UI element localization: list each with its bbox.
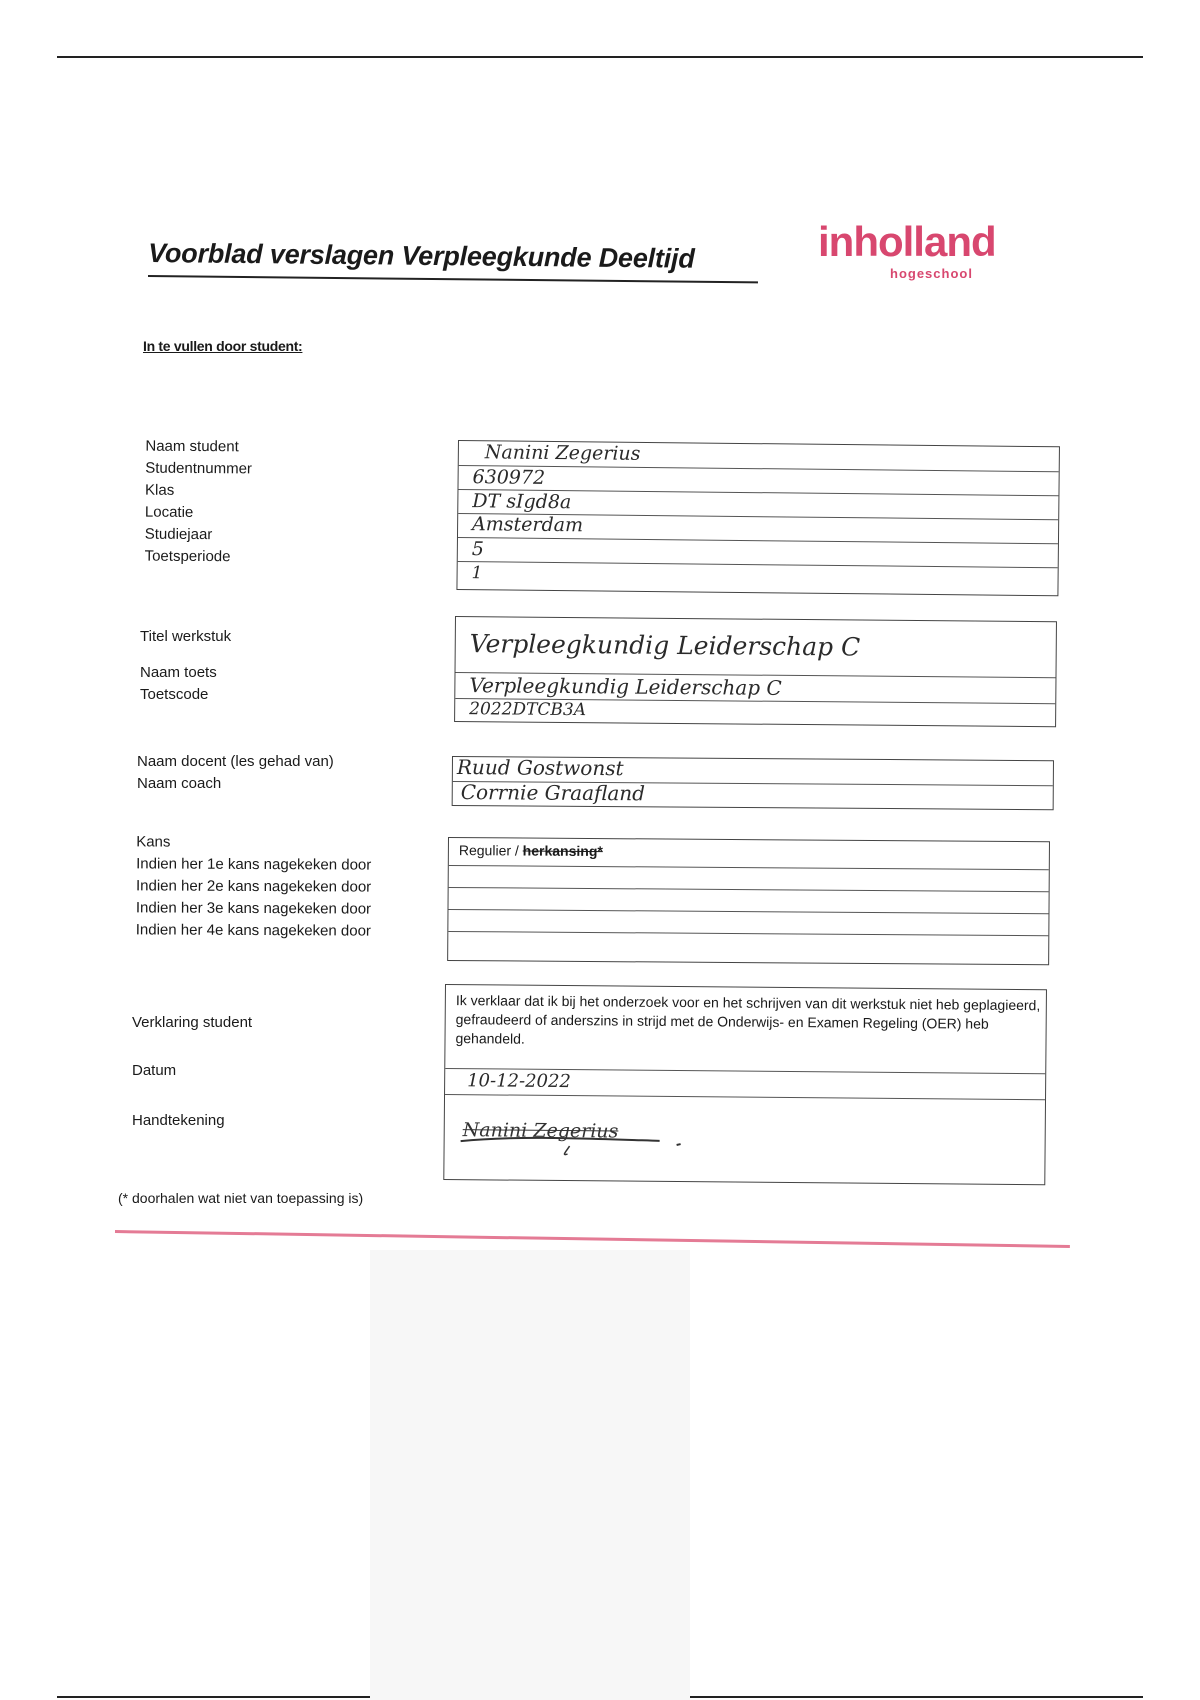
row-titel-werkstuk [456, 617, 1056, 678]
logo-wordmark: inholland [818, 218, 996, 265]
value-locatie: Amsterdam [472, 513, 584, 537]
row-handtekening [444, 1095, 1045, 1184]
label-kans-3: Indien her 3e kans nagekeken door [135, 899, 372, 918]
teacher-box [452, 756, 1054, 810]
value-naam-docent: Ruud Gostwonst [456, 755, 624, 781]
logo-subtext: hogeschool [890, 266, 973, 281]
kans-box [447, 837, 1050, 965]
inholland-logo [818, 218, 1038, 288]
work-labels [140, 626, 231, 706]
label-toetsperiode: Toetsperiode [144, 547, 231, 566]
pink-divider [115, 1230, 1070, 1248]
label-kans-1: Indien her 1e kans nagekeken door [136, 855, 372, 874]
label-naam-student: Naam student [145, 437, 239, 456]
value-kans [459, 842, 603, 859]
value-titel-werkstuk: Verpleegkundig Leiderschap C [469, 629, 861, 662]
student-labels [145, 436, 253, 569]
value-studiejaar: 5 [471, 538, 485, 561]
row-toetsperiode [457, 562, 1057, 592]
declaration-labels [132, 1012, 252, 1132]
declaration-box [443, 984, 1047, 1185]
row-verklaring [445, 985, 1046, 1074]
row-toetscode [455, 699, 1055, 726]
row-kans-4 [448, 932, 1048, 958]
declaration-statement: Ik verklaar dat ik bij het onderzoek voor en het schrijven van dit werkstuk niet heb geplagieerd, gefraudeerd of anderszins in strijd met de Onderwijs- en Examen Regeling (OER) heb gehandeld. [455, 992, 1041, 1047]
kans-labels [136, 831, 372, 942]
label-kans-2: Indien her 2e kans nagekeken door [135, 877, 372, 896]
label-klas: Klas [145, 481, 175, 499]
value-naam-coach: Corrnie Graafland [460, 780, 646, 806]
value-klas: DT sIgd8a [472, 490, 572, 514]
label-titel-werkstuk: Titel werkstuk [140, 628, 232, 645]
label-naam-toets: Naam toets [140, 664, 217, 681]
label-locatie: Locatie [144, 503, 194, 521]
label-verklaring: Verklaring student [132, 1014, 253, 1031]
label-handtekening: Handtekening [132, 1112, 225, 1129]
work-box [454, 616, 1057, 727]
value-toetscode: 2022DTCB3A [469, 699, 587, 721]
form-subtitle: In te vullen door student: [143, 338, 303, 354]
value-naam-toets: Verpleegkundig Leiderschap C [469, 673, 782, 700]
kans-herkansing-struck: herkansing* [522, 842, 603, 860]
label-kans: Kans [136, 833, 171, 851]
label-naam-docent: Naam docent (les gehad van) [137, 753, 334, 770]
label-naam-coach: Naam coach [137, 775, 222, 792]
label-studiejaar: Studiejaar [144, 525, 213, 544]
scan-shading [370, 1250, 690, 1700]
value-datum: 10-12-2022 [467, 1070, 572, 1093]
kans-regulier-text: Regulier / [458, 842, 523, 859]
form-title: Voorblad verslagen Verpleegkunde Deeltijd [148, 238, 695, 274]
value-toetsperiode: 1 [471, 563, 483, 584]
footnote: (* doorhalen wat niet van toepassing is) [118, 1190, 364, 1206]
row-naam-coach [453, 782, 1053, 810]
value-studentnummer: 630972 [472, 466, 546, 489]
label-kans-4: Indien her 4e kans nagekeken door [135, 921, 372, 940]
label-toetscode: Toetscode [140, 686, 209, 703]
title-underline [148, 275, 758, 283]
signature: Nanini Zegerius [462, 1119, 619, 1143]
student-box [456, 440, 1060, 596]
teacher-labels [137, 751, 334, 795]
label-datum: Datum [132, 1062, 177, 1079]
signature-strike-icon [454, 1107, 684, 1159]
value-naam-student: Nanini Zegerius [484, 441, 641, 465]
label-studentnummer: Studentnummer [145, 459, 253, 478]
row-kans [449, 838, 1049, 870]
